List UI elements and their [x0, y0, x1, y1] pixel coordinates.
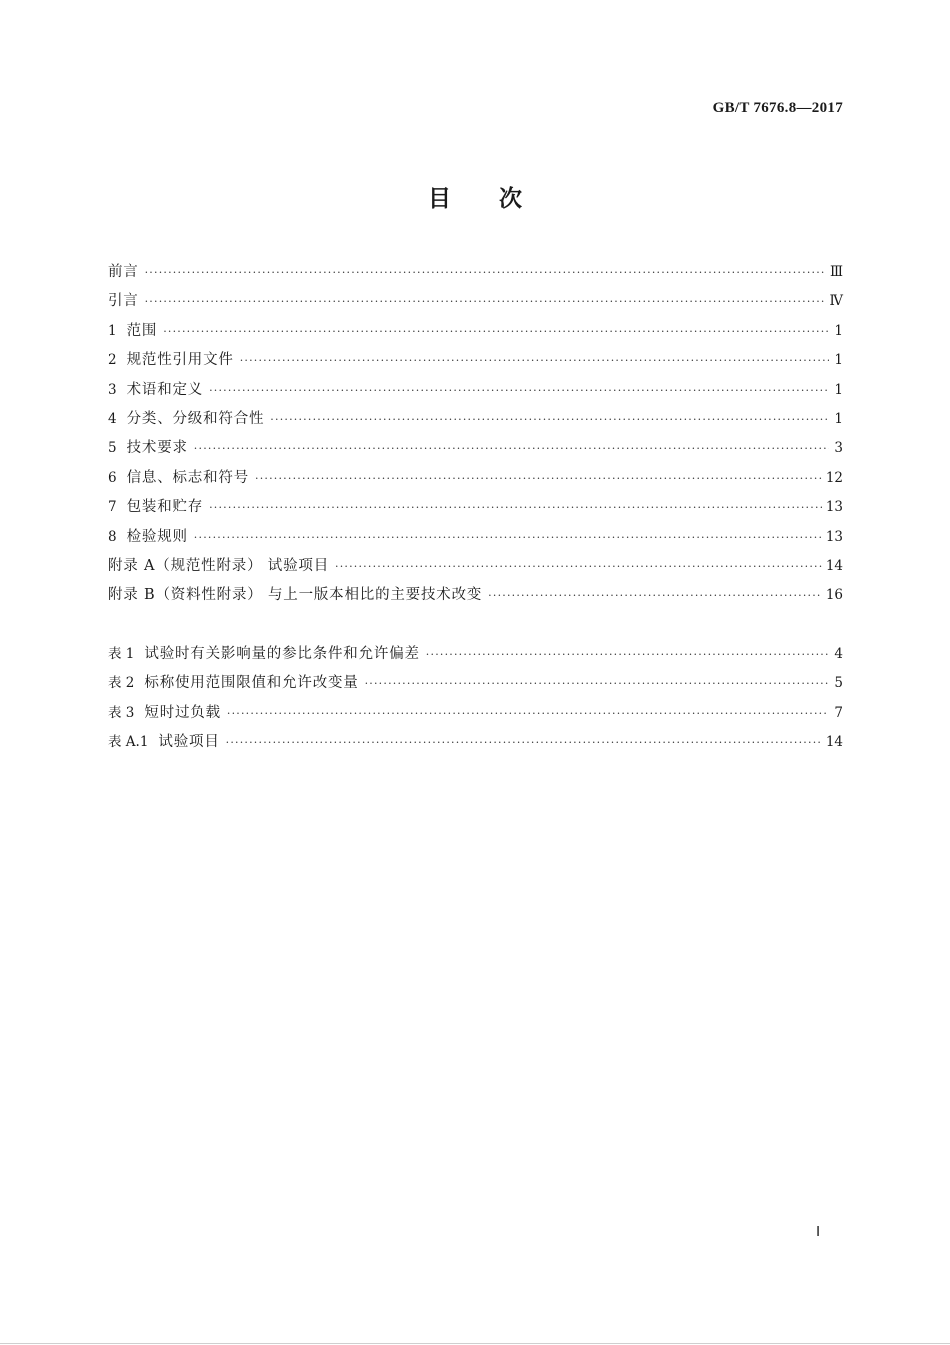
standard-code: GB/T 7676.8—2017: [712, 100, 843, 116]
toc-leader-dots: [145, 258, 826, 287]
toc-entry-number: 6: [108, 469, 117, 486]
table-entry-page: 7: [834, 704, 843, 721]
toc-entry-page: 1: [834, 381, 843, 398]
toc-entry-foreword[interactable]: [108, 258, 843, 287]
table-entry-number: 表 1: [108, 646, 135, 663]
toc-entry-label: 前言: [108, 264, 139, 280]
page-bottom-edge: [0, 1343, 950, 1344]
toc-entry-label: 附录 B（资料性附录） 与上一版本相比的主要技术改变: [108, 587, 483, 604]
toc-leader-dots: [226, 728, 822, 757]
toc-leader-dots: [270, 405, 829, 434]
table-entry-number: 表 3: [108, 704, 135, 721]
toc-entry-page: 14: [825, 557, 843, 574]
toc-entry-number: 2: [108, 352, 117, 369]
table-entry-number: 表 A.1: [108, 734, 149, 751]
toc-entry-label: 引言: [108, 293, 139, 310]
toc-leader-dots: [255, 464, 822, 493]
toc-entry-number: 5: [108, 440, 117, 457]
toc-leader-dots: [365, 669, 829, 698]
toc-entry-page: 1: [834, 322, 843, 339]
table-entry-a1[interactable]: [108, 728, 843, 757]
toc-entry-label: 范围: [126, 322, 158, 339]
toc-leader-dots: [488, 581, 822, 610]
toc-entry-label: 技术要求: [126, 440, 188, 457]
toc-leader-dots: [163, 317, 829, 346]
toc-entry-number: 8: [108, 528, 117, 545]
toc-leader-dots: [209, 493, 822, 522]
toc-entry-label: 附录 A（规范性附录） 试验项目: [108, 557, 329, 574]
toc-leader-dots: [209, 376, 829, 405]
toc-entry-page: 13: [825, 499, 843, 516]
toc-entry-page: 1: [834, 352, 843, 369]
toc-entry-number: 7: [108, 499, 117, 516]
table-entry-number: 表 2: [108, 675, 135, 692]
toc-entry-label: 信息、标志和符号: [126, 469, 249, 486]
table-of-contents: [108, 258, 843, 758]
toc-entry-number: 1: [108, 322, 117, 339]
toc-entry-label: 包装和贮存: [126, 499, 204, 516]
toc-entry-page: 12: [825, 469, 843, 486]
table-entry-label: 试验项目: [158, 734, 220, 751]
table-entry-page: 14: [825, 734, 843, 751]
toc-entry-number: 4: [108, 410, 117, 427]
toc-entry-introduction[interactable]: [108, 287, 843, 316]
toc-leader-dots: [426, 640, 829, 669]
toc-leader-dots: [335, 552, 822, 581]
toc-entry-label: 规范性引用文件: [126, 352, 234, 369]
page-number: Ⅰ: [816, 1225, 821, 1240]
toc-entry-page: 13: [825, 528, 843, 545]
toc-entry-page: Ⅲ: [829, 264, 843, 280]
table-entry-page: 5: [834, 675, 843, 692]
toc-leader-dots: [240, 346, 829, 375]
toc-leader-dots: [194, 434, 829, 463]
page-title: 目次: [428, 186, 570, 212]
toc-leader-dots: [194, 523, 822, 552]
toc-entry-terms-definitions[interactable]: [108, 376, 843, 405]
toc-entry-annex-b[interactable]: [108, 581, 843, 610]
toc-leader-dots: [227, 699, 829, 728]
toc-entry-technical-requirements[interactable]: [108, 434, 843, 463]
toc-entry-page: 3: [834, 440, 843, 457]
toc-entry-page: Ⅳ: [829, 293, 843, 310]
table-entry-page: 4: [834, 646, 843, 663]
table-entry-label: 短时过负载: [144, 704, 221, 721]
toc-entry-label: 检验规则: [126, 528, 188, 545]
toc-entry-label: 术语和定义: [126, 381, 204, 398]
toc-entry-page: 1: [834, 410, 843, 427]
toc-entry-packaging[interactable]: [108, 493, 843, 522]
toc-entry-page: 16: [825, 587, 843, 604]
toc-entry-inspection-rules[interactable]: [108, 523, 843, 552]
table-entry-1[interactable]: [108, 640, 843, 669]
toc-entry-classification[interactable]: [108, 405, 843, 434]
toc-entry-marking[interactable]: [108, 464, 843, 493]
toc-section-gap: [108, 611, 843, 640]
table-entry-2[interactable]: [108, 669, 843, 698]
table-entry-label: 标称使用范围限值和允许改变量: [144, 675, 359, 692]
toc-entry-label: 分类、分级和符合性: [126, 410, 265, 427]
table-entry-3[interactable]: [108, 699, 843, 728]
toc-entry-number: 3: [108, 381, 117, 398]
toc-entry-scope[interactable]: [108, 317, 843, 346]
toc-entry-annex-a[interactable]: [108, 552, 843, 581]
toc-entry-normative-references[interactable]: [108, 346, 843, 375]
table-entry-label: 试验时有关影响量的参比条件和允许偏差: [144, 646, 420, 663]
toc-leader-dots: [145, 287, 826, 316]
